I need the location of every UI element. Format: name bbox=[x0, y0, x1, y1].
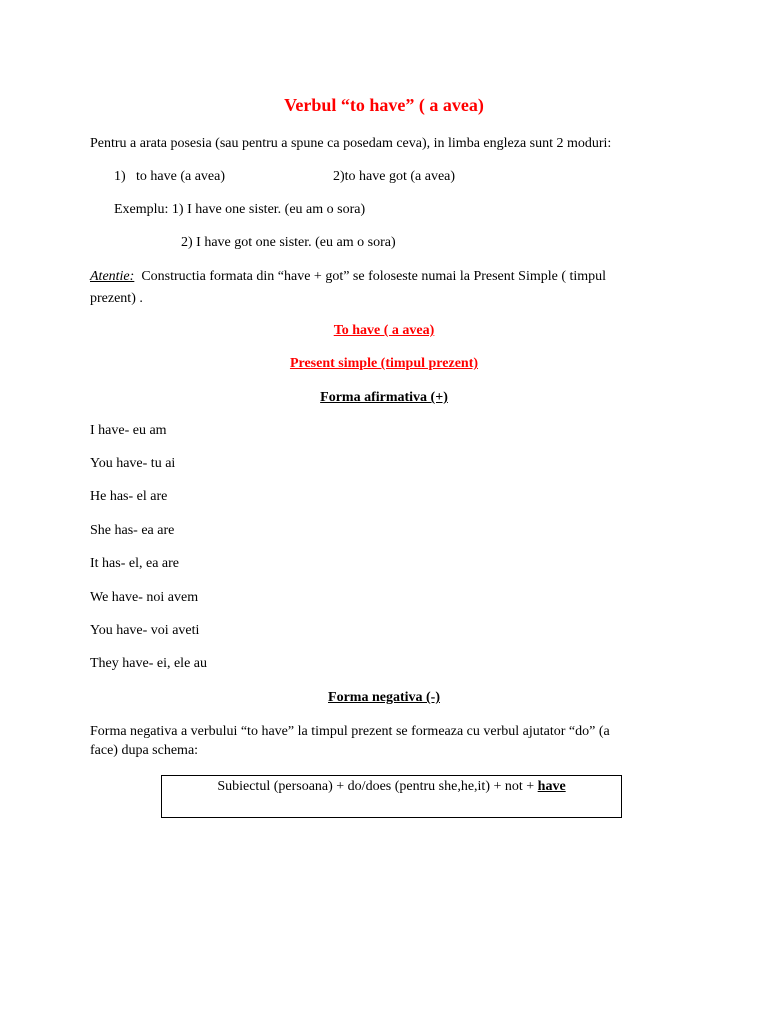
document-title: Verbul “to have” ( a avea) bbox=[284, 95, 484, 115]
conjugation-item: I have- eu am bbox=[90, 423, 167, 438]
conjugation-item: He has- el are bbox=[90, 489, 168, 504]
schema-bold: have bbox=[537, 779, 566, 794]
conjugation-item: You have- voi aveti bbox=[90, 623, 200, 638]
negative-text-line-1: Forma negativa a verbului “to have” la timpul prezent se formeaza cu verbul ajutator “do” (a bbox=[90, 724, 610, 739]
schema-box bbox=[161, 775, 622, 818]
heading-affirmative bbox=[0, 390, 768, 406]
heading-negative-text: Forma negativa (-) bbox=[328, 690, 440, 705]
heading-negative bbox=[0, 690, 768, 706]
conjugation-item: We have- noi avem bbox=[90, 590, 199, 605]
note-line-2: prezent) . bbox=[90, 291, 143, 306]
conjugation-item: You have- tu ai bbox=[90, 456, 176, 471]
conjugation-item: She has- ea are bbox=[90, 523, 175, 538]
heading-to-have bbox=[0, 323, 768, 339]
note-label: Atentie: bbox=[90, 269, 135, 284]
schema-text: Subiectul (persoana) + do/does (pentru she,he,it) + not + bbox=[217, 779, 538, 794]
example-2: 2) I have got one sister. (eu am o sora) bbox=[181, 235, 396, 250]
conjugation-item: It has- el, ea are bbox=[90, 556, 179, 571]
heading-present-simple-text: Present simple (timpul prezent) bbox=[289, 356, 479, 371]
conjugation-item: They have- ei, ele au bbox=[90, 656, 207, 671]
mode-item-1: to have (a avea) bbox=[136, 169, 225, 184]
example-1: Exemplu: 1) I have one sister. (eu am o sora) bbox=[114, 202, 366, 217]
note-text: Constructia formata din “have + got” se foloseste numai la Present Simple ( timpul bbox=[141, 269, 607, 284]
negative-text-line-2: face) dupa schema: bbox=[90, 743, 199, 758]
mode-number-1: 1) bbox=[114, 169, 126, 184]
intro-text: Pentru a arata posesia (sau pentru a spune ca posedam ceva), in limba engleza sunt 2 moduri: bbox=[90, 136, 612, 151]
heading-present-simple bbox=[0, 356, 768, 372]
heading-affirmative-text: Forma afirmativa (+) bbox=[320, 390, 448, 405]
mode-item-2: 2)to have got (a avea) bbox=[333, 169, 456, 184]
note-line-1 bbox=[90, 269, 606, 285]
heading-to-have-text: To have ( a avea) bbox=[333, 323, 435, 338]
